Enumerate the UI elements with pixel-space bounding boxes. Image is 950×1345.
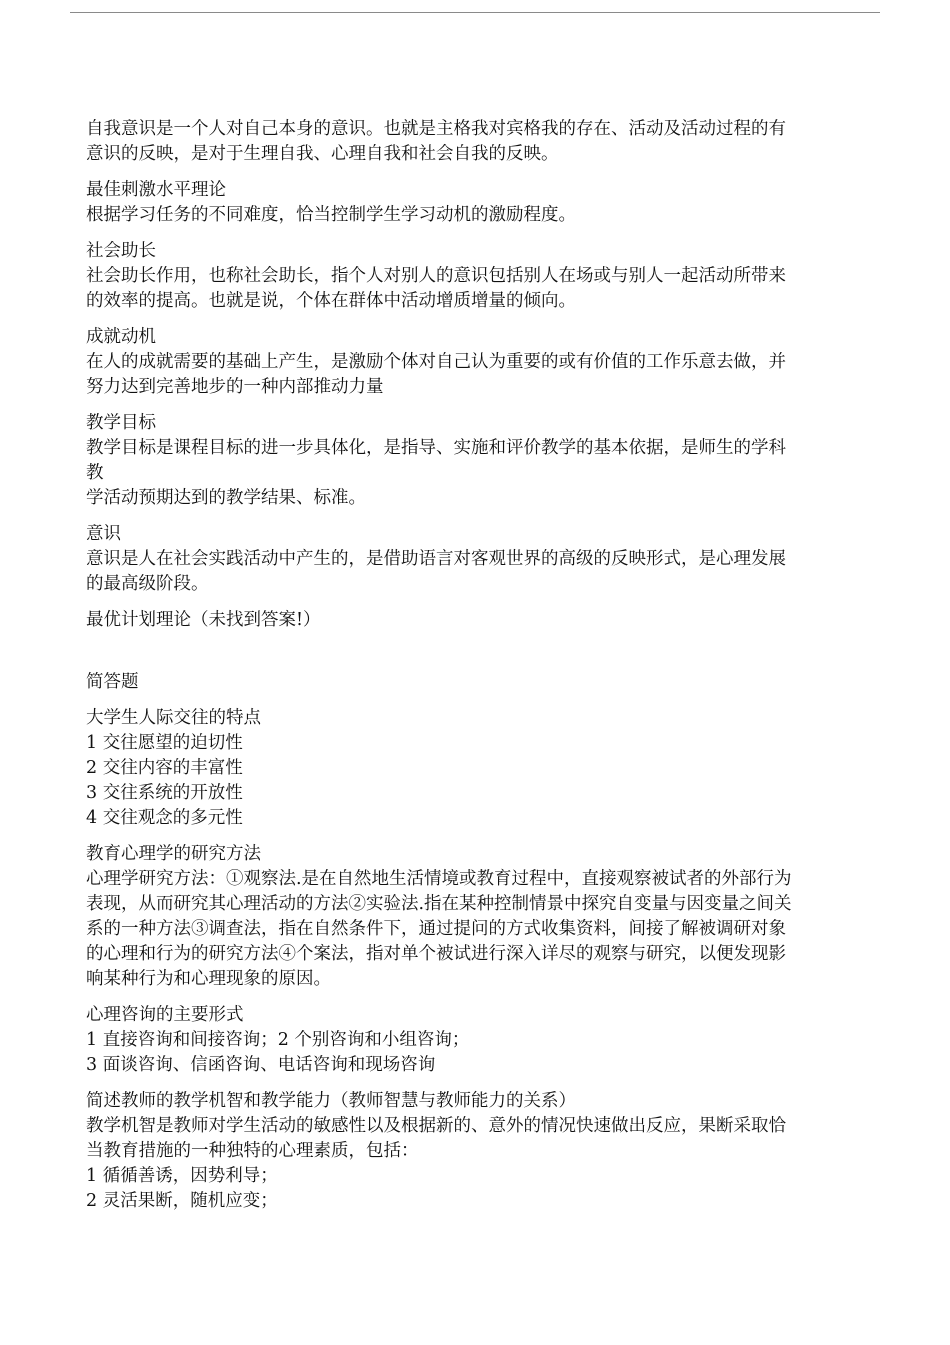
entry-line: 意识的反映，是对于生理自我、心理自我和社会自我的反映。 (86, 144, 559, 164)
entry-social-facilitation (86, 239, 876, 314)
entry-term: 最优计划理论（未找到答案!） (86, 610, 321, 630)
section-spacer (86, 644, 876, 670)
question-research-methods (86, 842, 876, 992)
answer-line: 3 面谈咨询、信函咨询、电话咨询和现场咨询 (86, 1055, 436, 1075)
header-rule (70, 12, 880, 13)
answer-line: 3 交往系统的开放性 (86, 783, 243, 803)
answer-line: 心理学研究方法：①观察法.是在自然地生活情境或教育过程中，直接观察被试者的外部行为 (86, 869, 792, 889)
entry-term: 成就动机 (86, 327, 156, 347)
entry-term: 社会助长 (86, 241, 156, 261)
entry-line: 教学目标是课程目标的进一步具体化，是指导、实施和评价教学的基本依据，是师生的学科 (86, 438, 786, 458)
entry-line: 在人的成就需要的基础上产生，是激励个体对自己认为重要的或有价值的工作乐意去做，并 (86, 352, 786, 372)
entry-term: 最佳刺激水平理论 (86, 180, 226, 200)
entry-line: 社会助长作用，也称社会助长，指个人对别人的意识包括别人在场或与别人一起活动所带来 (86, 266, 786, 286)
question-title: 简述教师的教学机智和教学能力（教师智慧与教师能力的关系） (86, 1091, 576, 1111)
answer-line: 响某种行为和心理现象的原因。 (86, 969, 331, 989)
question-title: 心理咨询的主要形式 (86, 1005, 244, 1025)
entry-self-awareness (86, 117, 876, 167)
answer-line: 系的一种方法③调查法，指在自然条件下，通过提问的方式收集资料，间接了解被调研对象 (86, 919, 786, 939)
question-interpersonal (86, 706, 876, 831)
section-heading-short-answer (86, 670, 876, 695)
answer-line: 2 灵活果断，随机应变； (86, 1191, 278, 1211)
entry-line: 学活动预期达到的教学结果、标准。 (86, 488, 366, 508)
entry-line: 教 (86, 463, 104, 483)
answer-line: 教学机智是教师对学生活动的敏感性以及根据新的、意外的情况快速做出反应，果断采取恰 (86, 1116, 786, 1136)
document-body (86, 117, 876, 1225)
answer-line: 4 交往观念的多元性 (86, 808, 243, 828)
answer-line: 当教育措施的一种独特的心理素质，包括： (86, 1141, 419, 1161)
entry-line: 努力达到完善地步的一种内部推动力量 (86, 377, 384, 397)
section-heading: 简答题 (86, 672, 139, 692)
question-title: 大学生人际交往的特点 (86, 708, 261, 728)
entry-term: 教学目标 (86, 413, 156, 433)
question-title: 教育心理学的研究方法 (86, 844, 261, 864)
entry-line: 根据学习任务的不同难度，恰当控制学生学习动机的激励程度。 (86, 205, 576, 225)
entry-line: 意识是人在社会实践活动中产生的，是借助语言对客观世界的高级的反映形式，是心理发展 (86, 549, 786, 569)
entry-achievement-motivation (86, 325, 876, 400)
question-teaching-wisdom (86, 1089, 876, 1214)
answer-line: 2 交往内容的丰富性 (86, 758, 243, 778)
answer-line: 1 交往愿望的迫切性 (86, 733, 243, 753)
answer-line: 的心理和行为的研究方法④个案法，指对单个被试进行深入详尽的观察与研究，以便发现影 (86, 944, 786, 964)
answer-line: 1 循循善诱，因势利导； (86, 1166, 278, 1186)
entry-line: 的效率的提高。也就是说，个体在群体中活动增质增量的倾向。 (86, 291, 576, 311)
answer-line: 表现，从而研究其心理活动的方法②实验法.指在某种控制情景中探究自变量与因变量之间关 (86, 894, 792, 914)
entry-optimal-planning (86, 608, 876, 633)
entry-teaching-objectives (86, 411, 876, 511)
entry-term: 意识 (86, 524, 121, 544)
entry-line: 的最高级阶段。 (86, 574, 209, 594)
entry-consciousness (86, 522, 876, 597)
question-counseling-forms (86, 1003, 876, 1078)
entry-line: 自我意识是一个人对自己本身的意识。也就是主格我对宾格我的存在、活动及活动过程的有 (86, 119, 786, 139)
entry-optimal-arousal (86, 178, 876, 228)
answer-line: 1 直接咨询和间接咨询；2 个别咨询和小组咨询； (86, 1030, 470, 1050)
